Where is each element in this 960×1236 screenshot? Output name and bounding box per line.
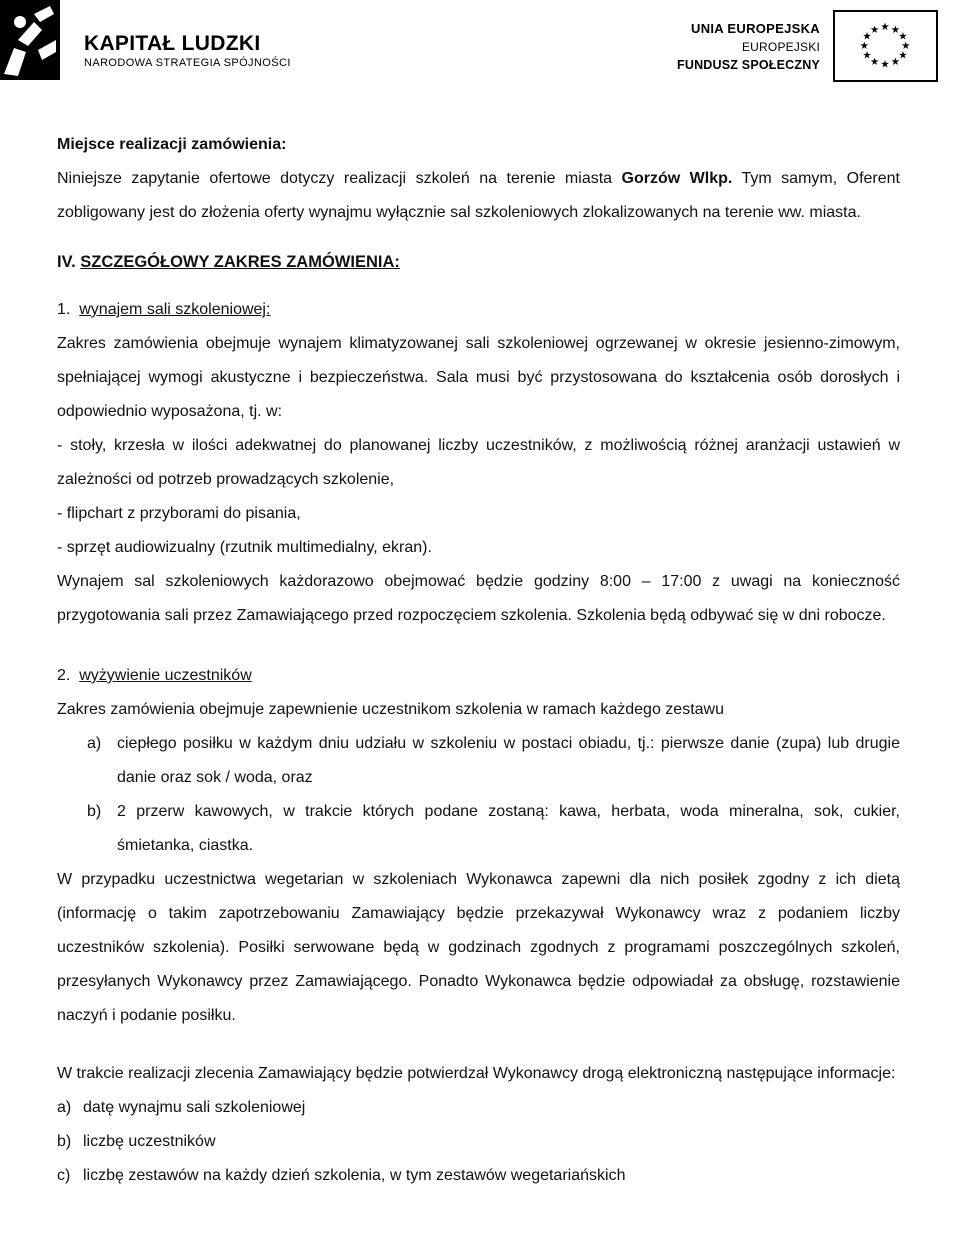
section-iv-heading: IV. SZCZEGÓŁOWY ZAKRES ZAMÓWIENIA: (57, 253, 400, 271)
item-1-bullet-2: - flipchart z przyborami do pisania, (57, 505, 301, 522)
svg-text:★: ★ (890, 55, 901, 68)
confirm-point-a: a) datę wynajmu sali szkoleniowej (57, 1099, 306, 1116)
item-1-paragraph-1: Zakres zamówienia obejmuje wynajem klimatyzowanej sali szkoleniowej ogrzewanej w okresie jesienno-zimowym, spełniającej wymogi akustyczne i bezpieczeństwa. Sala musi być przystosowana do kształcenia osób dorosłych i odpowiednio wyposażona, tj. w: (57, 335, 900, 420)
svg-text:★: ★ (901, 39, 911, 52)
svg-text:★: ★ (859, 39, 869, 52)
item-1-bullet-3: - sprzęt audiowizualny (rzutnik multimedialny, ekran). (57, 539, 432, 556)
location-heading: Miejsce realizacji zamówienia: (57, 136, 287, 153)
kapital-ludzki-logo-icon (0, 0, 60, 80)
vegetarian-paragraph: W przypadku uczestnictwa wegetarian w szkoleniach Wykonawca zapewni dla nich posiłek zgodny z ich dietą (informację o takim zapotrzebowaniu Zamawiający będzie przekazywał Wykonawcy wraz z podaniem liczby uczestników szkolenia). Posiłki serwowane będą w godzinach zgodnych z programami poszczególnych szkoleń, przesyłanych Wykonawcy przez Zamawiającego. Ponadto Wykonawca będzie odpowiadał za obsługę, rozstawienie naczyń i podanie posiłku. (57, 871, 900, 1024)
eu-line-1: UNIA EUROPEJSKA (691, 21, 820, 36)
location-paragraph: Niniejsze zapytanie ofertowe dotyczy realizacji szkoleń na terenie miasta Gorzów Wlkp. Tym samym, Oferent zobligowany jest do złożenia oferty wynajmu wyłącznie sal szkoleniowych zlokalizowanych na terenie ww. miasta. (57, 170, 901, 221)
eu-text-block (677, 20, 820, 74)
svg-text:★: ★ (869, 55, 880, 68)
svg-text:★: ★ (880, 58, 890, 71)
item-2-heading: 2. wyżywienie uczestników (57, 667, 252, 684)
svg-text:★: ★ (890, 23, 901, 36)
svg-text:★: ★ (862, 30, 872, 43)
item-2-point-a: a) ciepłego posiłku w każdym dniu udziału w szkoleniu w postaci obiadu, tj.: pierwsze danie (zupa) lub drugie danie oraz sok / woda, oraz (87, 735, 900, 786)
confirm-intro: W trakcie realizacji zlecenia Zamawiający będzie potwierdzał Wykonawcy drogą elektroniczną następujące informacje: (57, 1065, 896, 1082)
item-1-bullet-1: - stoły, krzesła w ilości adekwatnej do planowanej liczby uczestników, z możliwością różnej aranżacji ustawień w zależności od potrzeb prowadzących szkolenie, (57, 437, 900, 488)
svg-text:★: ★ (898, 49, 908, 62)
svg-text:★: ★ (880, 20, 890, 33)
svg-text:★: ★ (862, 49, 872, 62)
kapital-ludzki-title: KAPITAŁ LUDZKI (84, 32, 261, 55)
svg-text:★: ★ (898, 30, 908, 43)
confirm-point-c: c) liczbę zestawów na każdy dzień szkolenia, w tym zestawów wegetariańskich (57, 1167, 626, 1184)
confirm-point-b: b) liczbę uczestników (57, 1133, 216, 1150)
eu-line-3: FUNDUSZ SPOŁECZNY (677, 58, 820, 72)
page-header (0, 0, 960, 92)
kapital-ludzki-subtitle: NARODOWA STRATEGIA SPÓJNOŚCI (84, 57, 291, 69)
eu-flag-icon (833, 10, 938, 82)
item-2-intro: Zakres zamówienia obejmuje zapewnienie uczestnikom szkolenia w ramach każdego zestawu (57, 701, 724, 718)
item-2-point-b: b) 2 przerw kawowych, w trakcie których podane zostaną: kawa, herbata, woda mineralna, sok, cukier, śmietanka, ciastka. (87, 803, 900, 854)
document-body (57, 128, 900, 1193)
item-1-paragraph-2: Wynajem sal szkoleniowych każdorazowo obejmować będzie godziny 8:00 – 17:00 z uwagi na konieczność przygotowania sali przez Zamawiającego przed rozpoczęciem szkolenia. Szkolenia będą odbywać się w dni robocze. (57, 573, 900, 624)
city-name: Gorzów Wlkp. (621, 170, 733, 187)
item-1-heading: 1. wynajem sali szkoleniowej: (57, 301, 271, 318)
eu-line-2: EUROPEJSKI (741, 40, 820, 54)
svg-text:★: ★ (869, 23, 880, 36)
